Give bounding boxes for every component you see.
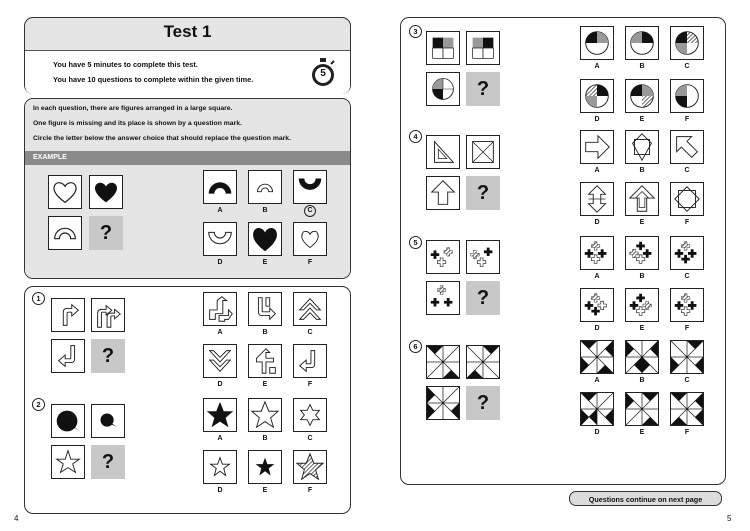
q5-letter-d[interactable]: D (594, 325, 600, 332)
q5-missing-figure: ? (466, 281, 500, 315)
q4-answer-d[interactable] (580, 182, 614, 216)
q3-answer-d[interactable] (580, 79, 614, 113)
page-number-left: 4 (14, 514, 19, 523)
q1-letter-a[interactable]: A (217, 329, 223, 336)
q6-figure-grid-1 (426, 345, 460, 379)
q3-letter-b[interactable]: B (639, 63, 645, 70)
q2-letter-a[interactable]: A (217, 435, 223, 442)
q1-answer-d[interactable] (203, 344, 237, 378)
q2-answer-a[interactable] (203, 398, 237, 432)
example-letter-d[interactable]: D (217, 259, 223, 266)
q2-figure-star-outline (51, 445, 85, 479)
q1-missing-figure: ? (91, 339, 125, 373)
example-letter-c[interactable] (293, 205, 327, 217)
q2-letter-f[interactable]: F (307, 487, 313, 494)
q1-answer-a[interactable] (203, 292, 237, 326)
q6-answer-f[interactable] (670, 392, 704, 426)
q4-letter-e[interactable]: E (639, 219, 645, 226)
q1-letter-f[interactable]: F (307, 381, 313, 388)
example-figure-heart-filled (89, 175, 123, 209)
q5-answer-b[interactable] (625, 236, 659, 270)
q3-letter-e[interactable]: E (639, 116, 645, 123)
example-missing-figure: ? (89, 216, 123, 250)
q4-letter-b[interactable]: B (639, 167, 645, 174)
q6-figure-grid-3 (426, 386, 460, 420)
q5-letter-a[interactable]: A (594, 273, 600, 280)
q3-missing-figure: ? (466, 72, 500, 106)
example-answer-d[interactable] (203, 222, 237, 256)
q6-answer-d[interactable] (580, 392, 614, 426)
q3-figure-quad-1 (426, 31, 460, 65)
q4-answer-a[interactable] (580, 130, 614, 164)
q2-answer-c[interactable] (293, 398, 327, 432)
test-header-panel (24, 17, 351, 94)
q4-missing-figure: ? (466, 176, 500, 210)
q5-figure-crosses-2 (466, 240, 500, 274)
q5-letter-c[interactable]: C (684, 273, 690, 280)
q4-letter-d[interactable]: D (594, 219, 600, 226)
q2-answer-e[interactable] (248, 450, 282, 484)
q6-answer-e[interactable] (625, 392, 659, 426)
q5-letter-f[interactable]: F (684, 325, 690, 332)
continue-text: Questions continue on next page (588, 494, 703, 504)
question-count-text: You have 10 questions to complete within the given time. (53, 75, 254, 84)
q6-answer-b[interactable] (625, 340, 659, 374)
q2-figure-speech-large (51, 404, 85, 438)
q4-figure-hourglass (466, 135, 500, 169)
test-title: Test 1 (163, 22, 212, 41)
q5-answer-e[interactable] (625, 288, 659, 322)
q4-letter-c[interactable]: C (684, 167, 690, 174)
q4-answer-e[interactable] (625, 182, 659, 216)
instruction-line-2: One figure is missing and its place is shown by a question mark. (33, 120, 242, 127)
q1-letter-c[interactable]: C (307, 329, 313, 336)
question-number-2: 2 (32, 398, 45, 411)
continue-banner (569, 491, 722, 506)
q4-letter-a[interactable]: A (594, 167, 600, 174)
example-answer-c[interactable] (293, 170, 327, 204)
timer-value: 5 (320, 68, 326, 79)
q2-answer-b[interactable] (248, 398, 282, 432)
q3-answer-f[interactable] (670, 79, 704, 113)
q1-answer-c[interactable] (293, 292, 327, 326)
example-answer-b[interactable] (248, 170, 282, 204)
q6-answer-c[interactable] (670, 340, 704, 374)
example-figure-arch-outline (48, 216, 82, 250)
example-label-bar (25, 151, 350, 165)
q1-letter-d[interactable]: D (217, 381, 223, 388)
q3-figure-circle-quad (426, 72, 460, 106)
q1-figure-arrow-rotated (51, 339, 85, 373)
q1-figure-arrow-single (51, 298, 85, 332)
q6-letter-f[interactable]: F (684, 429, 690, 436)
q4-answer-b[interactable] (625, 130, 659, 164)
q3-answer-c[interactable] (670, 26, 704, 60)
question-number-1: 1 (32, 292, 45, 305)
q3-figure-quad-2 (466, 31, 500, 65)
example-letter-a[interactable]: A (217, 207, 223, 214)
q6-letter-c[interactable]: C (684, 377, 690, 384)
q6-missing-figure: ? (466, 386, 500, 420)
q5-figure-crosses-1 (426, 240, 460, 274)
q5-figure-crosses-3 (426, 281, 460, 315)
instruction-line-1: In each question, there are figures arranged in a large square. (33, 105, 233, 112)
q3-letter-f[interactable]: F (684, 116, 690, 123)
question-number-5: 5 (409, 236, 422, 249)
q4-figure-triangle-corner (426, 135, 460, 169)
time-limit-text: You have 5 minutes to complete this test. (53, 60, 198, 69)
q3-answer-a[interactable] (580, 26, 614, 60)
stopwatch-icon (310, 58, 336, 88)
q6-letter-b[interactable]: B (639, 377, 645, 384)
example-letter-e[interactable]: E (262, 259, 268, 266)
example-answer-f[interactable] (293, 222, 327, 256)
q6-figure-grid-2 (466, 345, 500, 379)
q5-letter-e[interactable]: E (639, 325, 645, 332)
q4-letter-f[interactable]: F (684, 219, 690, 226)
example-letter-b[interactable]: B (262, 207, 268, 214)
q6-letter-a[interactable]: A (594, 377, 600, 384)
q3-answer-e[interactable] (625, 79, 659, 113)
q2-letter-d[interactable]: D (217, 487, 223, 494)
q2-answer-f[interactable] (293, 450, 327, 484)
q1-figure-arrow-double (91, 298, 125, 332)
q2-answer-d[interactable] (203, 450, 237, 484)
page-number-right: 5 (727, 514, 732, 523)
example-label: EXAMPLE (33, 154, 67, 161)
q5-answer-a[interactable] (580, 236, 614, 270)
q2-missing-figure: ? (91, 445, 125, 479)
q5-answer-c[interactable] (670, 236, 704, 270)
q6-letter-d[interactable]: D (594, 429, 600, 436)
q4-figure-arrow-up (426, 176, 460, 210)
example-letter-f[interactable]: F (307, 259, 313, 266)
q6-letter-e[interactable]: E (639, 429, 645, 436)
q3-letter-c[interactable]: C (684, 63, 690, 70)
instruction-line-3: Circle the letter below the answer choice that should replace the question mark. (33, 135, 291, 142)
q5-answer-d[interactable] (580, 288, 614, 322)
example-answer-e[interactable] (248, 222, 282, 256)
q2-letter-c[interactable]: C (307, 435, 313, 442)
q2-letter-b[interactable]: B (262, 435, 268, 442)
example-answer-a[interactable] (203, 170, 237, 204)
q4-answer-c[interactable] (670, 130, 704, 164)
question-number-4: 4 (409, 130, 422, 143)
q3-answer-b[interactable] (625, 26, 659, 60)
q2-figure-speech-small (91, 404, 125, 438)
q2-letter-e[interactable]: E (262, 487, 268, 494)
q1-letter-e[interactable]: E (262, 381, 268, 388)
q3-letter-d[interactable]: D (594, 116, 600, 123)
circled-answer-marker: C (304, 205, 316, 217)
q1-answer-e[interactable] (248, 344, 282, 378)
q6-answer-a[interactable] (580, 340, 614, 374)
question-number-3: 3 (409, 25, 422, 38)
example-figure-heart-outline (48, 175, 82, 209)
q1-letter-b[interactable]: B (262, 329, 268, 336)
q1-answer-b[interactable] (248, 292, 282, 326)
q4-answer-f[interactable] (670, 182, 704, 216)
question-number-6: 6 (409, 340, 422, 353)
q1-answer-f[interactable] (293, 344, 327, 378)
q5-answer-f[interactable] (670, 288, 704, 322)
q5-letter-b[interactable]: B (639, 273, 645, 280)
q3-letter-a[interactable]: A (594, 63, 600, 70)
